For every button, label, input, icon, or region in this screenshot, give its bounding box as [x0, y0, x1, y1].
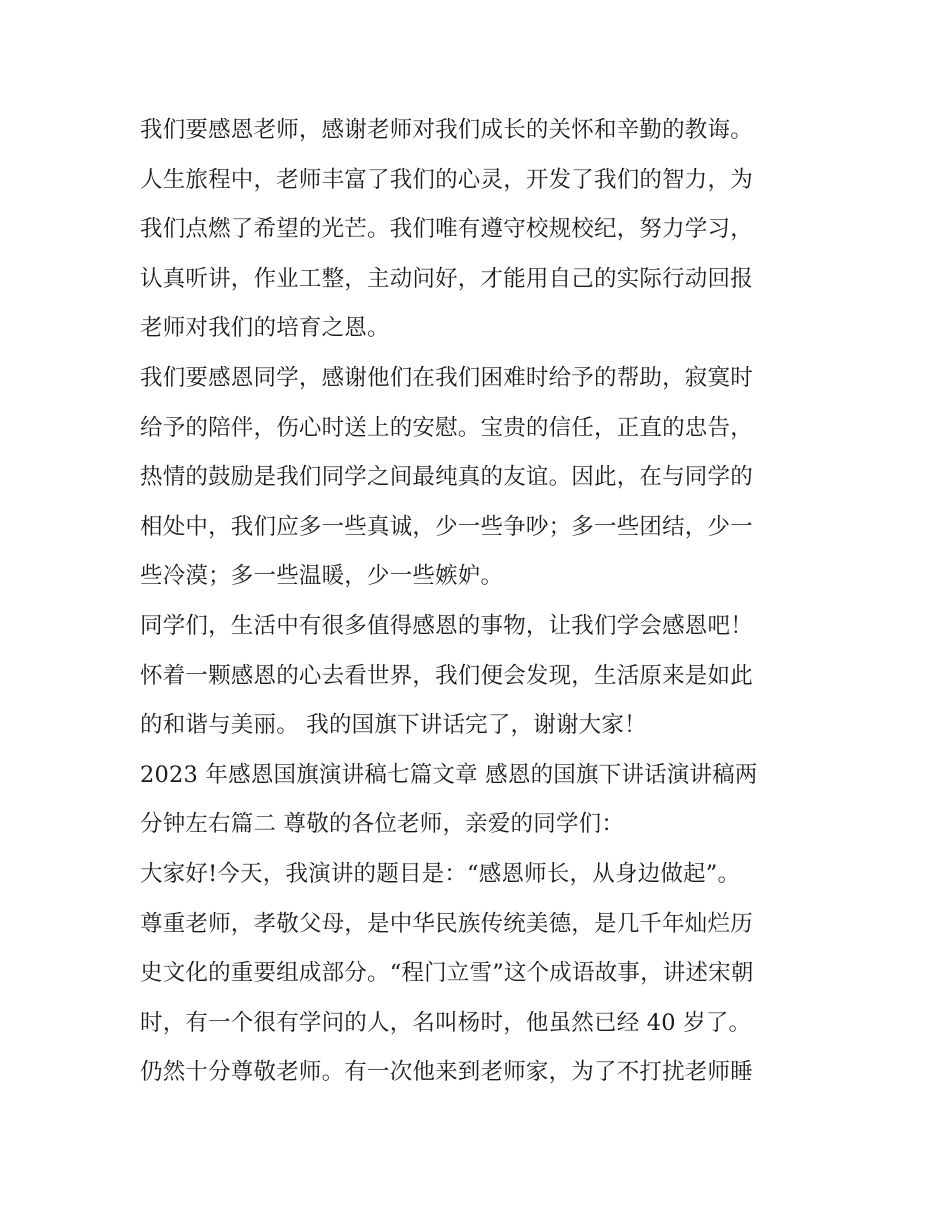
text-line: 些冷漠；多一些温暖，少一些嫉妒。	[140, 563, 504, 590]
text-line: 相处中，我们应多一些真诚，少一些争吵；多一些团结，少一	[140, 513, 753, 540]
document-body	[140, 106, 820, 1098]
text-line: 分钟左右篇二 尊敬的各位老师，亲爱的同学们：	[140, 811, 625, 838]
text-line: 怀着一颗感恩的心去看世界，我们便会发现，生活原来是如此	[140, 662, 753, 689]
text-line: 尊重老师，孝敬父母，是中华民族传统美德，是几千年灿烂历	[140, 910, 753, 937]
text-line: 的和谐与美丽。 我的国旗下讲话完了，谢谢大家！	[140, 712, 647, 739]
text-line: 大家好!今天，我演讲的题目是：“感恩师长，从身边做起”。	[140, 860, 741, 887]
text-line: 仍然十分尊敬老师。有一次他来到老师家，为了不打扰老师睡	[140, 1059, 753, 1086]
text-line: 热情的鼓励是我们同学之间最纯真的友谊。因此，在与同学的	[140, 464, 753, 491]
text-line: 同学们，生活中有很多值得感恩的事物，让我们学会感恩吧！	[140, 612, 753, 639]
text-line: 老师对我们的培育之恩。	[140, 315, 390, 342]
text-line: 我们点燃了希望的光芒。我们唯有遵守校规校纪，努力学习，	[140, 216, 753, 243]
text-line: 给予的陪伴，伤心时送上的安慰。宝贵的信任，正直的忠告，	[140, 414, 753, 441]
text-line: 时，有一个很有学问的人，名叫杨时，他虽然已经 40 岁了。	[140, 1009, 752, 1036]
text-line: 我们要感恩同学，感谢他们在我们困难时给予的帮助，寂寞时	[140, 364, 753, 391]
text-line: 2023 年感恩国旗演讲稿七篇文章 感恩的国旗下讲话演讲稿两	[140, 761, 758, 788]
text-line: 史文化的重要组成部分。“程门立雪”这个成语故事，讲述宋朝	[140, 960, 754, 987]
text-line: 认真听讲，作业工整，主动问好，才能用自己的实际行动回报	[140, 265, 753, 292]
text-line: 人生旅程中，老师丰富了我们的心灵，开发了我们的智力，为	[140, 166, 753, 193]
text-line: 我们要感恩老师，感谢老师对我们成长的关怀和辛勤的教诲。	[140, 117, 753, 143]
